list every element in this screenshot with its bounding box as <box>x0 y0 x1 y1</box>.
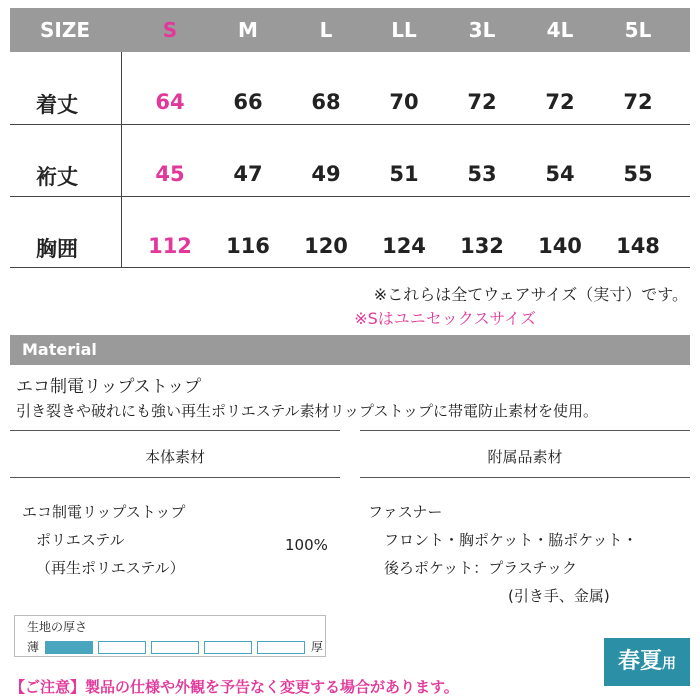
table-cell: 51 <box>389 162 419 186</box>
season-badge <box>604 638 690 686</box>
caution-note: 【ご注意】製品の仕様や外観を予告なく変更する場合があります。 <box>10 678 459 696</box>
material-header <box>10 335 690 365</box>
table-cell: 120 <box>304 234 348 258</box>
size-m: M <box>238 18 258 42</box>
table-cell: 70 <box>389 90 419 114</box>
table-vertical-divider <box>121 52 122 268</box>
material-heading: Material <box>22 340 97 359</box>
row-label-chest: 胸囲 <box>36 237 78 261</box>
accessory-pull-note: (引き手、金属) <box>508 587 610 605</box>
accessory-locations: フロント・胸ポケット・脇ポケット・ <box>384 531 638 549</box>
table-cell: 54 <box>545 162 575 186</box>
row-divider <box>10 267 690 268</box>
table-cell: 53 <box>467 162 497 186</box>
table-cell: 140 <box>538 234 582 258</box>
thickness-segment <box>151 641 199 654</box>
table-cell: 116 <box>226 234 270 258</box>
material-description: 引き裂きや破れにも強い再生ポリエステル素材リップストップに帯電防止素材を使用。 <box>16 402 599 420</box>
body-fiber: ポリエステル <box>36 531 125 549</box>
size-ll: LL <box>391 18 417 42</box>
season-main: 春夏 <box>617 649 662 674</box>
body-top-line <box>10 430 340 431</box>
accessory-top-line <box>360 430 690 431</box>
size-header-label: SIZE <box>39 18 90 42</box>
body-material-heading: 本体素材 <box>144 448 205 466</box>
table-cell: 72 <box>545 90 575 114</box>
unisex-note: ※Sはユニセックスサイズ <box>354 309 536 328</box>
thick-label: 厚 <box>311 640 324 654</box>
row-label-length: 着丈 <box>36 93 78 117</box>
size-3l: 3L <box>468 18 496 42</box>
row-label-sleeve: 裄丈 <box>36 165 78 189</box>
accessory-zipper: ファスナー <box>368 503 443 521</box>
table-cell: 66 <box>233 90 263 114</box>
table-cell: 45 <box>155 162 185 186</box>
size-4l: 4L <box>546 18 574 42</box>
row-divider <box>10 196 690 197</box>
thickness-segment <box>257 641 305 654</box>
body-fiber-detail: （再生ポリエステル） <box>36 559 185 577</box>
size-header <box>10 8 690 52</box>
thin-label: 薄 <box>27 640 40 654</box>
table-cell: 132 <box>460 234 504 258</box>
thickness-segment <box>98 641 146 654</box>
fabric-thickness-scale <box>14 615 326 657</box>
table-cell: 64 <box>155 90 185 114</box>
table-cell: 72 <box>623 90 653 114</box>
size-l: L <box>319 18 333 42</box>
table-cell: 148 <box>616 234 660 258</box>
table-cell: 55 <box>623 162 653 186</box>
table-cell: 112 <box>148 234 192 258</box>
thickness-segment <box>45 641 93 654</box>
season-suffix: 用 <box>662 656 676 672</box>
thickness-segment <box>204 641 252 654</box>
table-cell: 68 <box>311 90 341 114</box>
table-cell: 124 <box>382 234 426 258</box>
accessory-back-pocket: 後ろポケット：プラスチック <box>384 559 578 577</box>
table-cell: 47 <box>233 162 263 186</box>
size-note: ※これらは全てウェアサイズ（実寸）です。 <box>373 285 688 304</box>
body-bottom-line <box>10 477 340 478</box>
table-cell: 72 <box>467 90 497 114</box>
thickness-label: 生地の厚さ <box>27 620 88 634</box>
material-title: エコ制電リップストップ <box>16 377 202 397</box>
accessory-bottom-line <box>360 477 690 478</box>
size-s: S <box>162 18 178 42</box>
table-cell: 49 <box>311 162 341 186</box>
body-percent: 100% <box>285 536 328 554</box>
body-material-name: エコ制電リップストップ <box>22 503 186 521</box>
size-5l: 5L <box>624 18 652 42</box>
accessory-material-heading: 附属品素材 <box>487 448 563 466</box>
row-divider <box>10 124 690 125</box>
